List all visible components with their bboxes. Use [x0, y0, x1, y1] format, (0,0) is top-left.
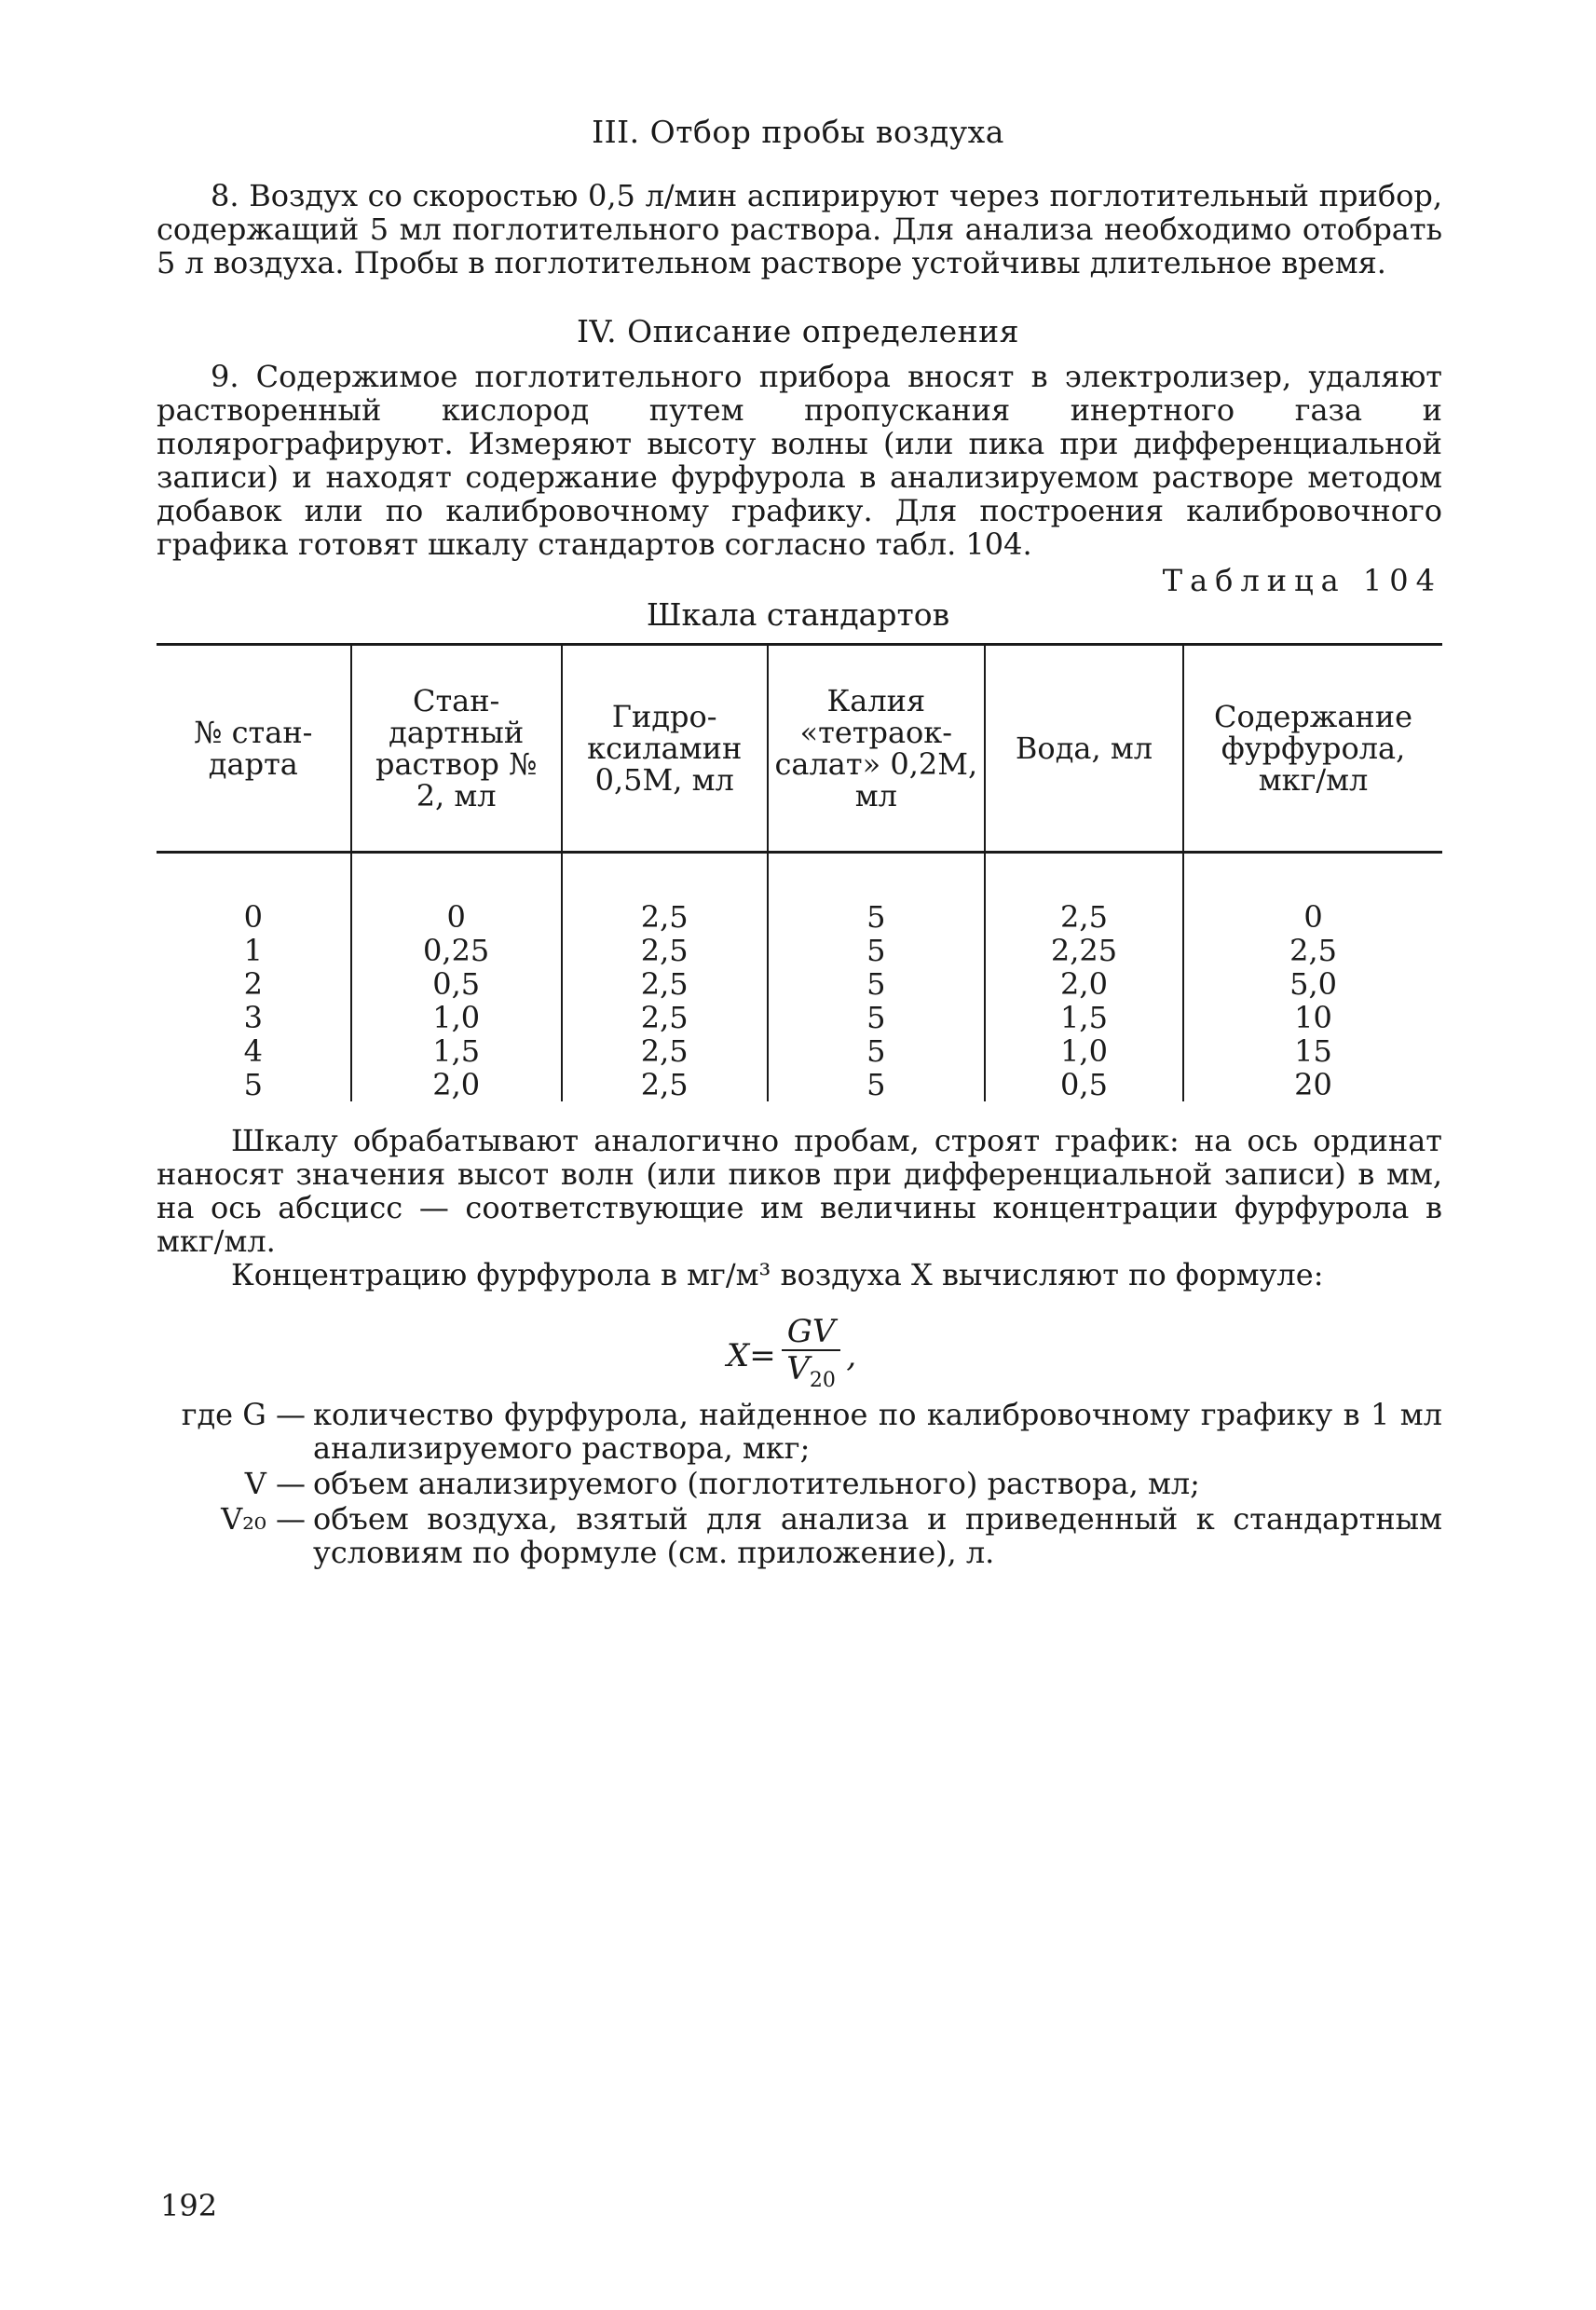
table-cell: 5 [768, 900, 985, 934]
table-cell: 2,5 [985, 900, 1183, 934]
table-cell: 15 [1183, 1034, 1442, 1068]
section-4-heading: IV. Описание определения [577, 313, 1019, 349]
table-cell: 2,5 [562, 934, 768, 967]
formula-intro: Концентрацию фурфурола в мг/м³ воздуха X вычисляют по формуле: [231, 1257, 1324, 1292]
formula [727, 1314, 856, 1399]
table-cell: 1,5 [985, 1001, 1183, 1034]
table-cell: 2,5 [562, 1001, 768, 1034]
section-3-heading: III. Отбор пробы воздуха [592, 114, 1004, 150]
definitions-list [157, 1398, 1442, 1569]
table-cell: 4 [243, 1033, 263, 1069]
table-cell: 5 [768, 934, 985, 967]
table-cell: 2,5 [1183, 934, 1442, 967]
table-cell: 20 [1183, 1068, 1442, 1101]
table-cell: 0 [243, 899, 263, 935]
definition-text: количество фурфурола, найденное по калибровочному графику в 1 мл анализируемого раствора, мкг; [313, 1397, 1442, 1466]
page-number: 192 [160, 2188, 218, 2223]
table-cell: 1,0 [985, 1034, 1183, 1068]
table-cell: 0,5 [351, 967, 562, 1001]
table-row [157, 934, 1442, 967]
table-cell: 1,5 [351, 1034, 562, 1068]
table-cell: 2,0 [985, 967, 1183, 1001]
definition-term: где G — [181, 1397, 306, 1432]
table-label: Таблица 104 [1162, 563, 1442, 598]
table-cell: 10 [1183, 1001, 1442, 1034]
table-header-row [157, 645, 1442, 853]
definition-text: объем воздуха, взятый для анализа и приведенный к стандартным условиям по формуле (см. приложение), л. [313, 1501, 1442, 1570]
table-cell: 2,0 [351, 1068, 562, 1101]
table-cell: 0 [1183, 900, 1442, 934]
header-cell: № стан-дарта [157, 645, 351, 853]
definition-term: V₂₀ — [221, 1501, 306, 1537]
definition-item [157, 1398, 1442, 1465]
definition-term: V — [244, 1466, 306, 1501]
table-cell: 0 [351, 900, 562, 934]
table-row [157, 1068, 1442, 1101]
table-row [157, 967, 1442, 1001]
header-cell: Вода, мл [985, 645, 1183, 853]
table-title: Шкала стандартов [646, 596, 950, 633]
table-cell: 5 [768, 1068, 985, 1101]
paragraph-after-table: Шкалу обрабатывают аналогично пробам, строят график: на ось ординат наносят значения высот волн (или пиков при дифференциальной записи) в мм, на ось абсцисс — соответствующие им величины концентрации фурфурола в мкг/мл. [157, 1123, 1442, 1259]
formula-fraction [782, 1314, 841, 1399]
table-cell: 2,5 [562, 900, 768, 934]
table-cell: 2,5 [562, 1068, 768, 1101]
table-row [157, 1001, 1442, 1034]
table-cell: 5 [768, 967, 985, 1001]
header-cell: Содержание фурфурола, мкг/мл [1183, 645, 1442, 853]
table-row [157, 1034, 1442, 1068]
table-cell: 2,25 [985, 934, 1183, 967]
table-cell: 2,5 [562, 967, 768, 1001]
formula-lhs: X= [727, 1337, 776, 1375]
definition-item [157, 1467, 1442, 1500]
definition-item [157, 1502, 1442, 1569]
table-cell: 2,5 [562, 1034, 768, 1068]
formula-denominator: $V_{20}$ [786, 1350, 836, 1392]
table-cell: 0,5 [985, 1068, 1183, 1101]
table-cell: 5 [768, 1034, 985, 1068]
table-cell: 5,0 [1183, 967, 1442, 1001]
header-cell: Стан-дартный раствор № 2, мл [351, 645, 562, 853]
table-cell: 1,0 [351, 1001, 562, 1034]
table-row [157, 900, 1442, 934]
table-cell: 5 [243, 1067, 263, 1102]
table-cell: 2 [243, 966, 263, 1002]
paragraph-9: 9. Содержимое поглотительного прибора вносят в электролизер, удаляют растворенный кислород путем пропускания инертного газа и полярографируют. Измеряют высоту волны (или пика при дифференциальной записи) и находят содержание фурфурола в анализируемом растворе методом добавок или по калибровочному графику. Для построения калибровочного графика готовят шкалу стандартов согласно табл. 104. [157, 359, 1442, 562]
standards-table [157, 643, 1442, 1101]
table-cell: 1 [243, 933, 263, 968]
definition-text: объем анализируемого (поглотительного) раствора, мл; [313, 1466, 1200, 1501]
paragraph-8: 8. Воздух со скоростью 0,5 л/мин аспирируют через поглотительный прибор, содержащий 5 мл поглотительного раствора. Для анализа необходимо отобрать 5 л воздуха. Пробы в поглотительном растворе устойчивы длительное время. [157, 178, 1442, 280]
table-cell: 3 [243, 1000, 263, 1035]
formula-numerator: GV [782, 1314, 841, 1351]
header-cell: Гидро-ксиламин 0,5М, мл [562, 645, 768, 853]
table-cell: 0,25 [351, 934, 562, 967]
table-cell: 5 [768, 1001, 985, 1034]
header-cell: Калия «тетраок-салат» 0,2М, мл [768, 645, 985, 853]
formula-trail: , [846, 1337, 857, 1375]
